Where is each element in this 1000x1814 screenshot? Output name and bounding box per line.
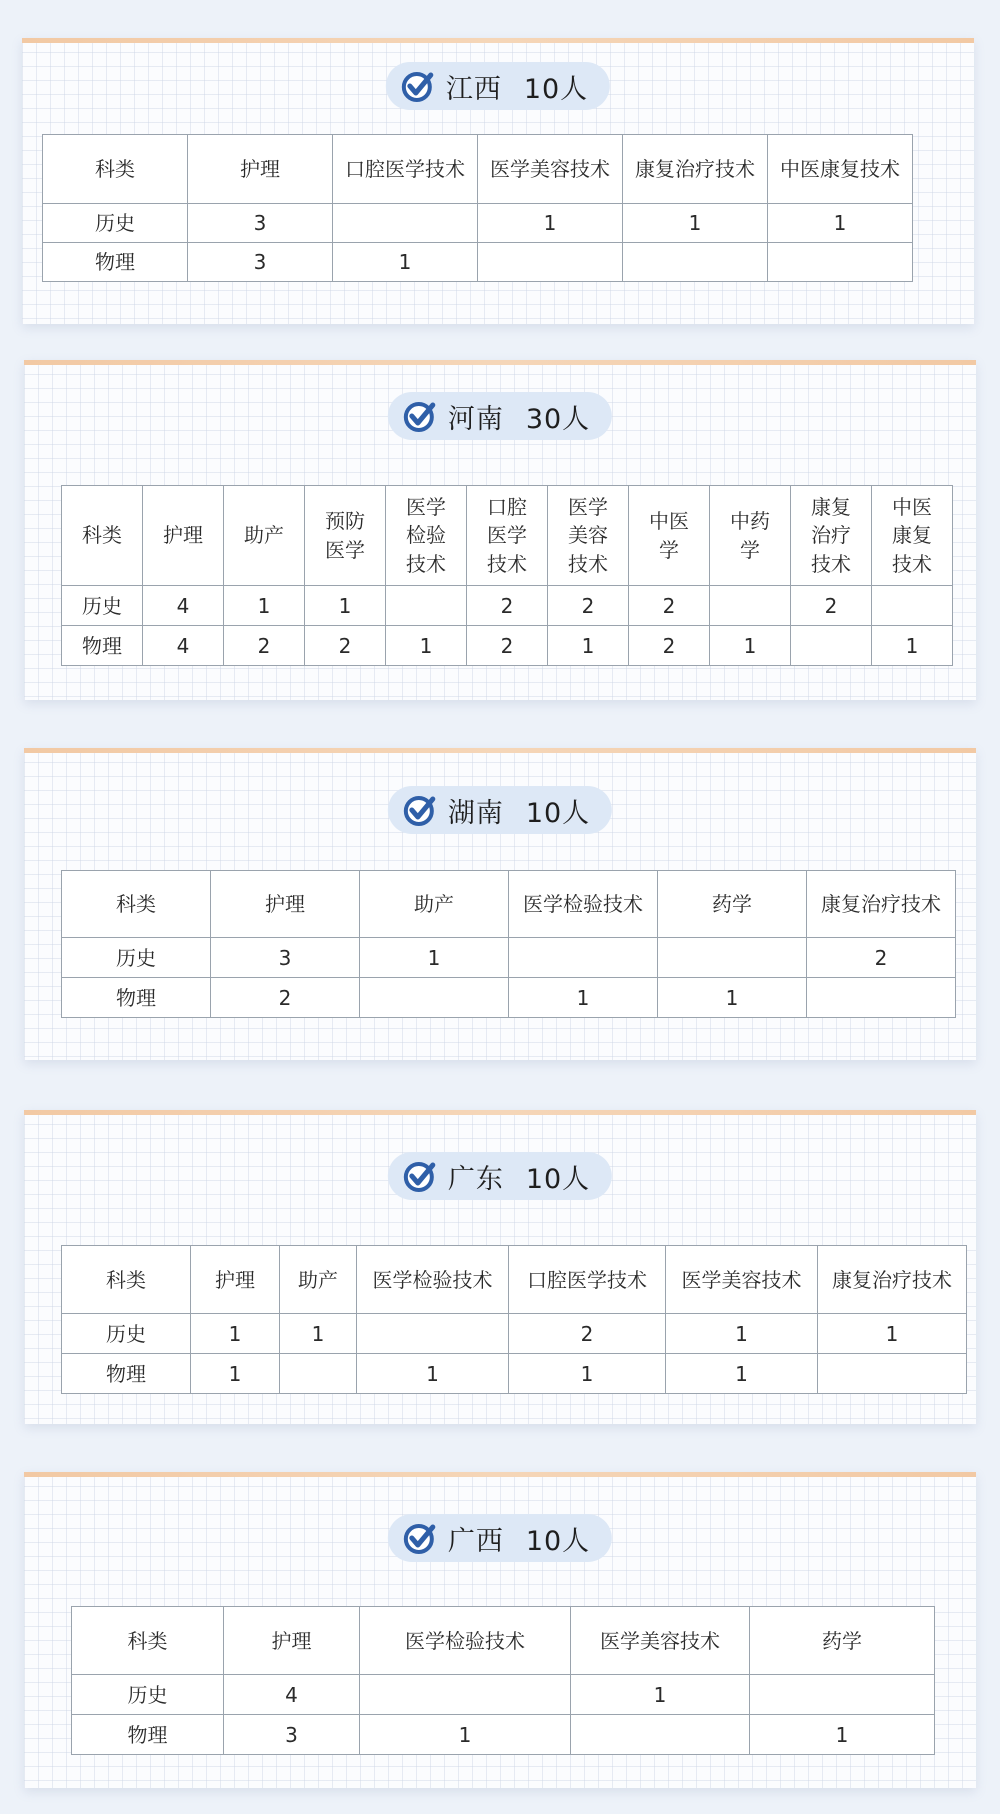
table-cell: 3: [224, 1715, 360, 1755]
quota-table: [71, 1606, 935, 1755]
quota-count: 10人: [523, 73, 589, 105]
header-cell: 科类: [72, 1607, 224, 1675]
table-cell: 物理: [43, 243, 188, 282]
table-cell: [807, 978, 956, 1018]
table-cell: 1: [666, 1354, 818, 1394]
header-cell: 医学检验技术: [357, 1246, 509, 1314]
table-cell: 1: [750, 1715, 935, 1755]
header-cell: 助产: [360, 871, 509, 938]
header-cell: 护理: [188, 135, 333, 204]
header-cell: 护理: [211, 871, 360, 938]
table-cell: 2: [629, 626, 710, 666]
header-cell: 中医康复技术: [768, 135, 913, 204]
quota-table: [61, 870, 956, 1018]
table-cell: 物理: [72, 1715, 224, 1755]
table-cell: 3: [211, 938, 360, 978]
header-cell: 康复 治疗 技术: [791, 486, 872, 586]
table-header-row: [62, 486, 953, 586]
header-cell: 科类: [62, 486, 143, 586]
province-card: [24, 748, 976, 1060]
table-cell: 1: [333, 243, 478, 282]
table-cell: 1: [360, 938, 509, 978]
header-cell: 科类: [62, 1246, 191, 1314]
table-header-row: [62, 871, 956, 938]
table-cell: 1: [386, 626, 467, 666]
header-cell: 中医 学: [629, 486, 710, 586]
province-title: [388, 392, 612, 440]
province-title: [388, 1514, 612, 1562]
table-cell: 4: [143, 626, 224, 666]
header-cell: 护理: [143, 486, 224, 586]
table-cell: 2: [467, 586, 548, 626]
header-cell: 科类: [62, 871, 211, 938]
province-title: [388, 786, 612, 834]
table-cell: [658, 938, 807, 978]
header-cell: 康复治疗技术: [623, 135, 768, 204]
table-cell: 4: [224, 1675, 360, 1715]
table-cell: 1: [623, 204, 768, 243]
table-cell: 1: [191, 1314, 280, 1354]
table-cell: 1: [357, 1354, 509, 1394]
table-cell: 2: [629, 586, 710, 626]
header-cell: 口腔 医学 技术: [467, 486, 548, 586]
header-cell: 口腔医学技术: [333, 135, 478, 204]
check-badge-icon: [402, 398, 438, 434]
table-row: [72, 1715, 935, 1755]
table-cell: 4: [143, 586, 224, 626]
province-card: [22, 38, 974, 324]
table-cell: 历史: [62, 938, 211, 978]
quota-table: [42, 134, 913, 282]
table-cell: [333, 204, 478, 243]
table-row: [62, 1314, 967, 1354]
header-cell: 口腔医学技术: [509, 1246, 666, 1314]
check-badge-icon: [402, 1520, 438, 1556]
table-cell: 1: [818, 1314, 967, 1354]
table-cell: 1: [509, 1354, 666, 1394]
header-cell: 预防 医学: [305, 486, 386, 586]
table-cell: [360, 978, 509, 1018]
table-cell: 1: [224, 586, 305, 626]
province-card: [24, 360, 976, 700]
table-cell: 2: [548, 586, 629, 626]
table-cell: [872, 586, 953, 626]
province-card: [24, 1110, 976, 1424]
table-cell: [386, 586, 467, 626]
table-cell: 1: [548, 626, 629, 666]
table-cell: 历史: [62, 586, 143, 626]
table-cell: 2: [509, 1314, 666, 1354]
quota-count: 10人: [525, 1525, 591, 1557]
header-cell: 助产: [224, 486, 305, 586]
header-cell: 医学检验技术: [509, 871, 658, 938]
table-cell: 物理: [62, 978, 211, 1018]
table-cell: 1: [280, 1314, 357, 1354]
table-cell: 历史: [43, 204, 188, 243]
table-cell: 2: [807, 938, 956, 978]
header-cell: 中医 康复 技术: [872, 486, 953, 586]
table-cell: 历史: [72, 1675, 224, 1715]
province-name: 江西: [445, 73, 502, 105]
table-row: [43, 243, 913, 282]
table-row: [62, 1354, 967, 1394]
header-cell: 中药 学: [710, 486, 791, 586]
table-cell: 2: [305, 626, 386, 666]
table-header-row: [72, 1607, 935, 1675]
table-cell: [818, 1354, 967, 1394]
table-row: [72, 1675, 935, 1715]
table-cell: 1: [768, 204, 913, 243]
table-cell: [750, 1675, 935, 1715]
table-cell: [710, 586, 791, 626]
table-cell: 3: [188, 204, 333, 243]
table-cell: 2: [467, 626, 548, 666]
quota-count: 10人: [525, 1163, 591, 1195]
header-cell: 医学美容技术: [571, 1607, 750, 1675]
header-cell: 医学美容技术: [478, 135, 623, 204]
table-cell: 1: [571, 1675, 750, 1715]
table-cell: 2: [224, 626, 305, 666]
quota-table: [61, 1245, 967, 1394]
table-cell: 2: [211, 978, 360, 1018]
header-cell: 康复治疗技术: [818, 1246, 967, 1314]
check-badge-icon: [402, 1158, 438, 1194]
table-cell: [357, 1314, 509, 1354]
table-row: [62, 978, 956, 1018]
province-title: [386, 62, 610, 110]
header-cell: 医学 美容 技术: [548, 486, 629, 586]
header-cell: 药学: [658, 871, 807, 938]
table-cell: 历史: [62, 1314, 191, 1354]
check-badge-icon: [402, 792, 438, 828]
table-cell: [509, 938, 658, 978]
table-cell: [360, 1675, 571, 1715]
header-cell: 助产: [280, 1246, 357, 1314]
table-cell: 1: [710, 626, 791, 666]
province-name: 广东: [447, 1163, 504, 1195]
header-cell: 康复治疗技术: [807, 871, 956, 938]
check-badge-icon: [400, 68, 436, 104]
header-cell: 护理: [224, 1607, 360, 1675]
header-cell: 医学美容技术: [666, 1246, 818, 1314]
header-cell: 医学 检验 技术: [386, 486, 467, 586]
table-cell: [768, 243, 913, 282]
province-card: [24, 1472, 976, 1788]
table-cell: 1: [360, 1715, 571, 1755]
quota-table: [61, 485, 953, 666]
table-cell: 1: [191, 1354, 280, 1394]
header-cell: 科类: [43, 135, 188, 204]
table-cell: 物理: [62, 626, 143, 666]
table-row: [62, 938, 956, 978]
province-name: 湖南: [447, 797, 504, 829]
table-cell: [791, 626, 872, 666]
table-header-row: [62, 1246, 967, 1314]
table-cell: 1: [509, 978, 658, 1018]
table-cell: [280, 1354, 357, 1394]
table-cell: 1: [872, 626, 953, 666]
province-title: [388, 1152, 612, 1200]
quota-count: 30人: [525, 403, 591, 435]
table-cell: [571, 1715, 750, 1755]
header-cell: 药学: [750, 1607, 935, 1675]
table-cell: 1: [305, 586, 386, 626]
table-cell: 3: [188, 243, 333, 282]
province-name: 广西: [447, 1525, 504, 1557]
table-header-row: [43, 135, 913, 204]
header-cell: 护理: [191, 1246, 280, 1314]
table-row: [43, 204, 913, 243]
table-cell: 1: [666, 1314, 818, 1354]
table-cell: [478, 243, 623, 282]
table-cell: 物理: [62, 1354, 191, 1394]
table-cell: 2: [791, 586, 872, 626]
table-cell: 1: [658, 978, 807, 1018]
table-cell: 1: [478, 204, 623, 243]
header-cell: 医学检验技术: [360, 1607, 571, 1675]
table-cell: [623, 243, 768, 282]
table-row: [62, 626, 953, 666]
province-name: 河南: [447, 403, 504, 435]
quota-count: 10人: [525, 797, 591, 829]
table-row: [62, 586, 953, 626]
